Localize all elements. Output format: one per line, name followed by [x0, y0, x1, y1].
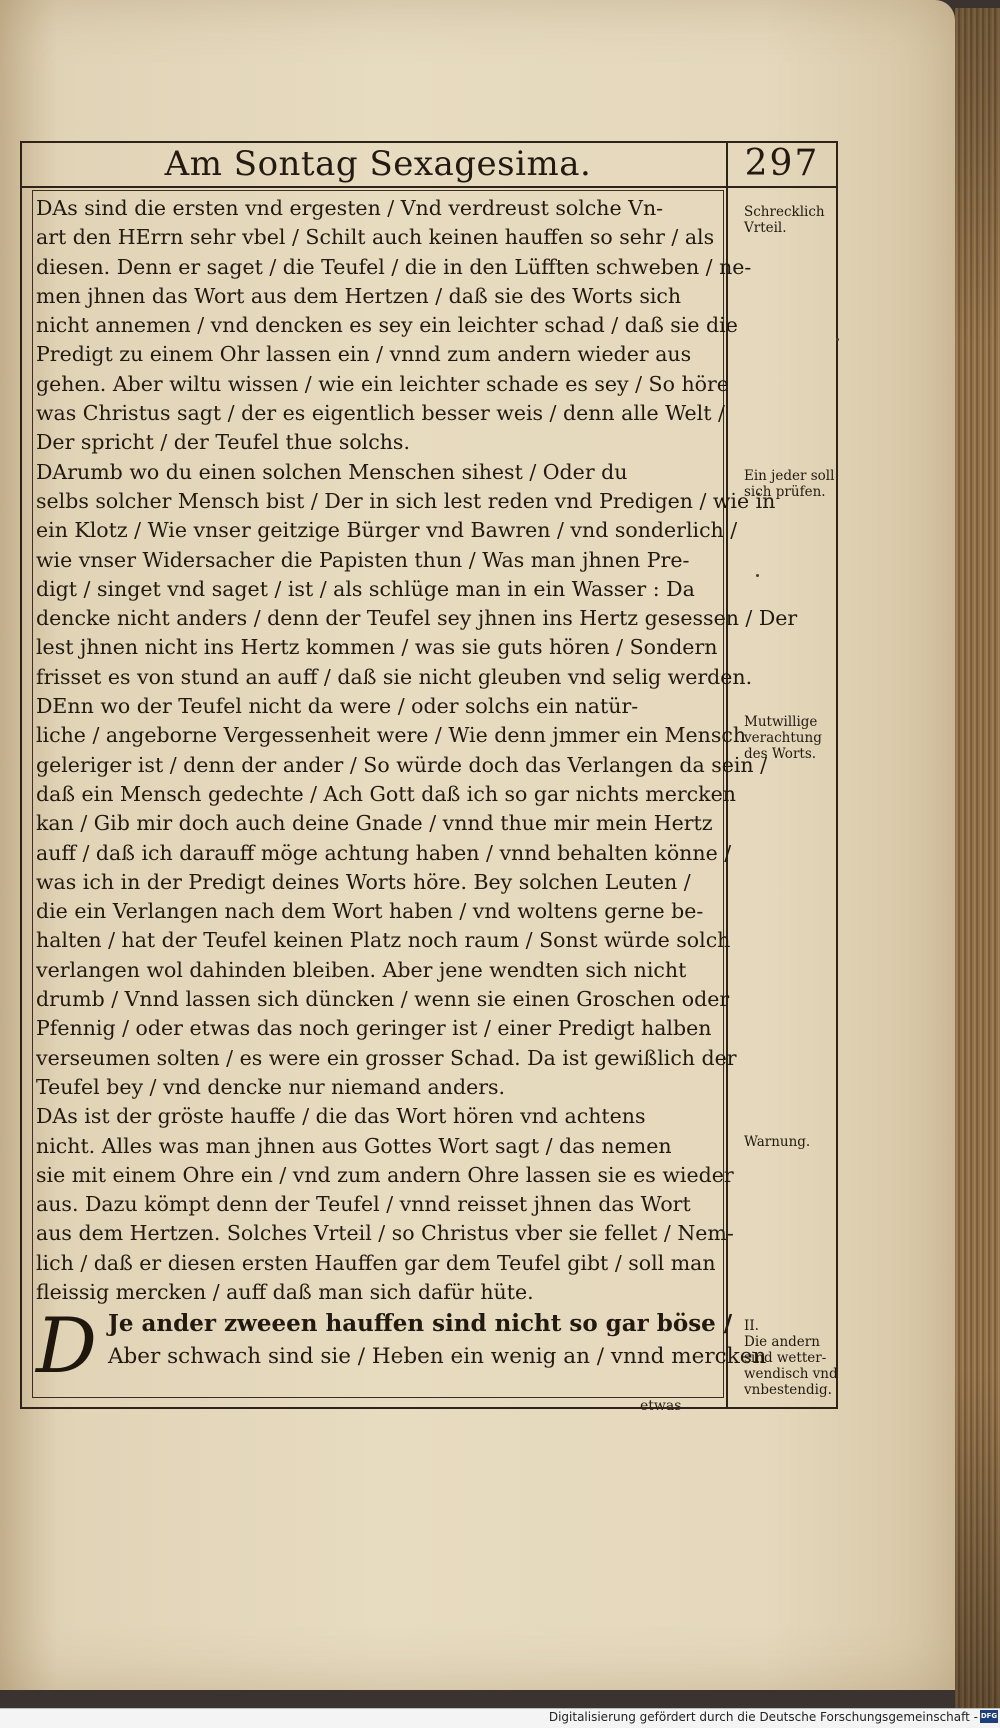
margin-note-line: sich prüfen. [744, 484, 826, 500]
header-rule [20, 186, 838, 188]
text-line: nicht annemen / vnd dencken es sey ein leichter schad / daß sie die [36, 313, 738, 338]
text-line: geleriger ist / denn der ander / So würde doch das Verlangen da sein / [36, 752, 768, 777]
text-line: auff / daß ich darauff möge achtung haben / vnnd behalten könne / [36, 840, 732, 865]
margin-note-line: Die andern [744, 1334, 820, 1350]
footer-credit: Digitalisierung gefördert durch die Deutsche Forschungsgemeinschaft - [548, 1710, 978, 1724]
margin-note-1 [744, 204, 836, 236]
text-line: frisset es von stund an auff / daß sie nicht gleuben vnd selig werden. [36, 664, 753, 689]
margin-note-2 [744, 468, 836, 500]
text-line: dencke nicht anders / denn der Teufel sey jhnen ins Hertz gesessen / Der [36, 606, 798, 631]
margin-note-line: Mutwillige [744, 714, 818, 730]
margin-note-line: Vrteil. [744, 220, 787, 236]
paragraph-4 [36, 1102, 734, 1307]
margin-note-line: Ein jeder soll [744, 468, 835, 484]
text-line: lich / daß er diesen ersten Hauffen gar dem Teufel gibt / soll man [36, 1250, 716, 1275]
margin-note-line: II. [744, 1318, 759, 1334]
catchword: etwas [640, 1398, 682, 1414]
text-line: kan / Gib mir doch auch deine Gnade / vnnd thue mir mein Hertz [36, 811, 713, 836]
paragraph-3 [36, 692, 768, 1102]
text-line: daß ein Mensch gedechte / Ach Gott daß ich so gar nichts mercken [36, 781, 736, 806]
text-line: gehen. Aber wiltu wissen / wie ein leichter schade es sey / So höre [36, 371, 729, 396]
paper-speck [756, 574, 759, 577]
margin-note-line: verachtung [744, 730, 822, 746]
text-line: selbs solcher Mensch bist / Der in sich lest reden vnd Predigen / wie in [36, 488, 776, 513]
text-line: Der spricht / der Teufel thue solchs. [36, 430, 410, 455]
margin-note-4 [744, 1134, 836, 1150]
margin-note-line: des Worts. [744, 746, 817, 762]
text-line: diesen. Denn er saget / die Teufel / die in den Lüfften schweben / ne- [36, 254, 752, 279]
text-line: liche / angeborne Vergessenheit were / Wie denn jmmer ein Mensch [36, 723, 747, 748]
text-line: DAs ist der gröste hauffe / die das Wort hören vnd achtens [36, 1104, 646, 1129]
closing-line-2: Aber schwach sind sie / Heben ein wenig an / vnnd mercken [108, 1344, 767, 1370]
text-line: digt / singet vnd saget / ist / als schlüge man in ein Wasser : Da [36, 576, 695, 601]
text-line: nicht. Alles was man jhnen aus Gottes Wort sagt / das nemen [36, 1133, 672, 1158]
text-line: lest jhnen nicht ins Hertz kommen / was sie guts hören / Sondern [36, 635, 718, 660]
paragraph-1 [36, 194, 752, 458]
margin-note-3 [744, 714, 836, 762]
text-line: DArumb wo du einen solchen Menschen sihest / Oder du [36, 459, 628, 484]
text-line: was Christus sagt / der es eigentlich besser weis / denn alle Welt / [36, 401, 725, 426]
margin-note-line: Warnung. [744, 1134, 811, 1150]
text-line: wie vnser Widersacher die Papisten thun / Was man jhnen Pre- [36, 547, 690, 572]
page-number: 297 [744, 143, 820, 184]
text-line: verseumen solten / es were ein grosser Schad. Da ist gewißlich der [36, 1045, 737, 1070]
text-line: men jhnen das Wort aus dem Hertzen / daß sie des Worts sich [36, 283, 682, 308]
text-line: aus dem Hertzen. Solches Vrteil / so Christus vber sie fellet / Nem- [36, 1221, 734, 1246]
text-line: was ich in der Predigt deines Worts höre. Bey solchen Leuten / [36, 869, 691, 894]
text-line: DAs sind die ersten vnd ergesten / Vnd verdreust solche Vn- [36, 196, 664, 220]
margin-note-5 [744, 1318, 836, 1398]
text-line: ein Klotz / Wie vnser geitzige Bürger vnd Bawren / vnd sonderlich / [36, 518, 738, 543]
text-line: die ein Verlangen nach dem Wort haben / vnd woltens gerne be- [36, 899, 704, 924]
paper-speck [836, 338, 839, 341]
decorated-initial: D [36, 1301, 97, 1391]
text-line: DEnn wo der Teufel nicht da were / oder solchs ein natür- [36, 694, 639, 719]
text-line: Pfennig / oder etwas das noch geringer ist / einer Predigt halben [36, 1016, 712, 1041]
margin-note-line: wendisch vnd [744, 1366, 838, 1382]
text-line: sie mit einem Ohre ein / vnd zum andern Ohre lassen sie es wieder [36, 1162, 734, 1187]
closing-line-1: Je ander zweeen hauffen sind nicht so gar böse / [108, 1310, 733, 1338]
dfg-logo: DFG [980, 1710, 998, 1723]
margin-note-line: sind wetter- [744, 1350, 827, 1366]
running-head: Am Sontag Sexagesima. [164, 144, 592, 184]
text-line: Predigt zu einem Ohr lassen ein / vnnd zum andern wieder aus [36, 342, 692, 367]
text-line: Teufel bey / vnd dencke nur niemand anders. [36, 1074, 506, 1099]
margin-note-line: vnbestendig. [744, 1382, 832, 1398]
text-line: verlangen wol dahinden bleiben. Aber jene wendten sich nicht [36, 957, 687, 982]
text-line: art den HErrn sehr vbel / Schilt auch keinen hauffen so sehr / als [36, 225, 715, 250]
margin-note-line: Schrecklich [744, 204, 825, 220]
text-line: drumb / Vnnd lassen sich düncken / wenn sie einen Groschen oder [36, 987, 730, 1012]
fore-edge-shadow [955, 8, 1000, 1708]
text-line: halten / hat der Teufel keinen Platz noch raum / Sonst würde solch [36, 928, 731, 953]
text-line: fleissig mercken / auff daß man sich dafür hüte. [36, 1279, 534, 1304]
text-line: aus. Dazu kömpt denn der Teufel / vnnd reisset jhnen das Wort [36, 1192, 691, 1217]
